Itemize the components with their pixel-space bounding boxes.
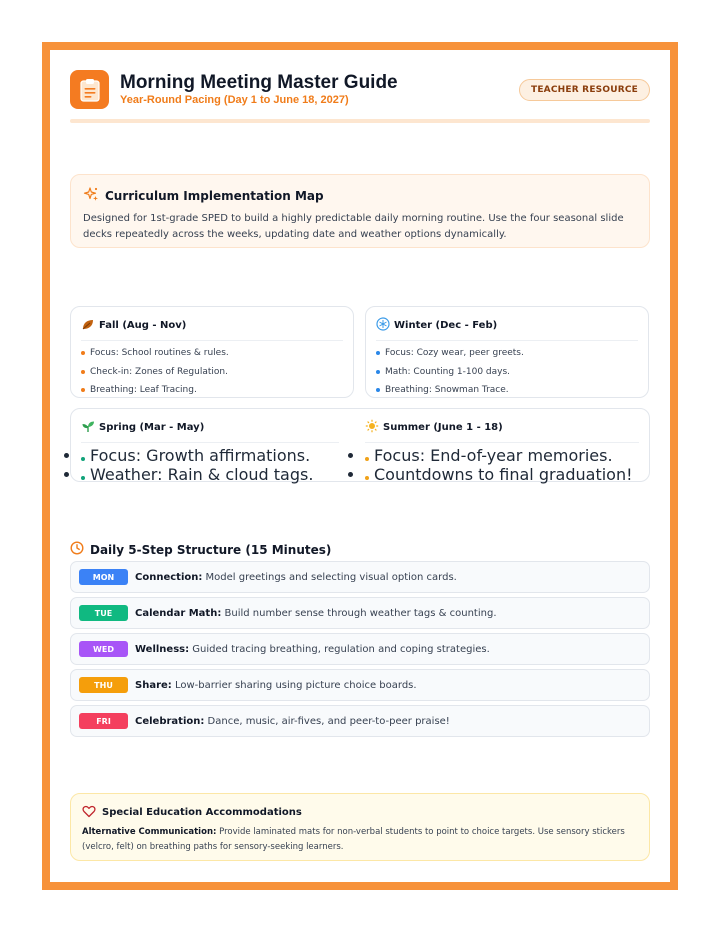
season-card-fall (70, 306, 354, 398)
season-title-summer: Summer (June 1 - 18) (383, 422, 503, 433)
bullet-dot (81, 457, 85, 461)
season-title-winter: Winter (Dec - Feb) (394, 320, 498, 331)
list-item: Math: Counting 1-100 days. (376, 363, 638, 382)
day-pill-mon: MON (79, 569, 128, 585)
curriculum-map-card (70, 174, 650, 248)
teacher-resource-badge: TEACHER RESOURCE (519, 79, 650, 101)
step-text: Share: Low-barrier sharing using picture choice boards. (135, 679, 417, 691)
step-row-thu (70, 669, 650, 701)
bullet-dot (81, 370, 85, 374)
list-item: Check-in: Zones of Regulation. (81, 363, 343, 382)
step-text: Calendar Math: Build number sense through weather tags & counting. (135, 607, 497, 619)
header-divider (70, 119, 650, 123)
sparkles-icon (83, 186, 99, 206)
step-text: Connection: Model greetings and selecting visual option cards. (135, 571, 457, 583)
clipboard-icon (70, 70, 109, 109)
list-item: • Focus: End-of-year memories. (365, 446, 639, 465)
page-title: Morning Meeting Master Guide (120, 72, 398, 93)
season-title-fall: Fall (Aug - Nov) (99, 320, 187, 331)
day-pill-thu: THU (79, 677, 128, 693)
step-text: Celebration: Dance, music, air-fives, and peer-to-peer praise! (135, 715, 450, 727)
list-item: • Focus: Growth affirmations. (81, 446, 345, 465)
bullet-dot (81, 351, 85, 355)
day-pill-tue: TUE (79, 605, 128, 621)
list-item: Focus: Cozy wear, peer greets. (376, 344, 638, 363)
list-item: Breathing: Leaf Tracing. (81, 381, 343, 400)
bullet-dot (81, 476, 85, 480)
clock-icon (70, 540, 84, 559)
sun-icon (365, 418, 379, 437)
list-item: • Weather: Rain & cloud tags. (81, 465, 345, 484)
accommodations-card (70, 793, 650, 861)
season-title-spring: Spring (Mar - May) (99, 422, 205, 433)
bullet-dot (365, 476, 369, 480)
bullet-dot (376, 351, 380, 355)
list-item: Breathing: Snowman Trace. (376, 381, 638, 400)
season-spring (71, 409, 355, 493)
season-card-winter (365, 306, 649, 398)
bullet-dot (376, 388, 380, 392)
step-row-mon (70, 561, 650, 593)
step-row-tue (70, 597, 650, 629)
list-item: • Countdowns to final graduation! (365, 465, 639, 484)
snowflake-icon (376, 316, 390, 335)
curriculum-map-text: Designed for 1st-grade SPED to build a highly predictable daily morning routine. Use the four seasonal slide decks repeatedly across the weeks, updating date and weather options dynamically. (83, 213, 624, 240)
daily-structure-heading (70, 540, 331, 559)
document-frame (42, 42, 678, 890)
sprout-icon (81, 418, 95, 437)
season-card-spring-summer (70, 408, 650, 482)
accommodations-title: Special Education Accommodations (102, 807, 302, 818)
day-pill-fri: FRI (79, 713, 128, 729)
season-summer (355, 409, 649, 493)
curriculum-map-title: Curriculum Implementation Map (105, 189, 324, 203)
accommodations-text: Alternative Communication: Provide laminated mats for non-verbal students to point to choice targets. Use sensory stickers (velcro, felt) on breathing paths for sensory-seeking learners. (82, 827, 625, 852)
step-row-wed (70, 633, 650, 665)
bullet-dot (81, 388, 85, 392)
list-item: Focus: School routines & rules. (81, 344, 343, 363)
leaf-icon (81, 316, 95, 335)
heart-icon (82, 803, 96, 822)
bullet-dot (365, 457, 369, 461)
page-subtitle: Year-Round Pacing (Day 1 to June 18, 2027) (120, 94, 349, 106)
step-row-fri (70, 705, 650, 737)
daily-structure-title: Daily 5-Step Structure (15 Minutes) (90, 542, 332, 557)
step-text: Wellness: Guided tracing breathing, regulation and coping strategies. (135, 643, 490, 655)
day-pill-wed: WED (79, 641, 128, 657)
bullet-dot (376, 370, 380, 374)
